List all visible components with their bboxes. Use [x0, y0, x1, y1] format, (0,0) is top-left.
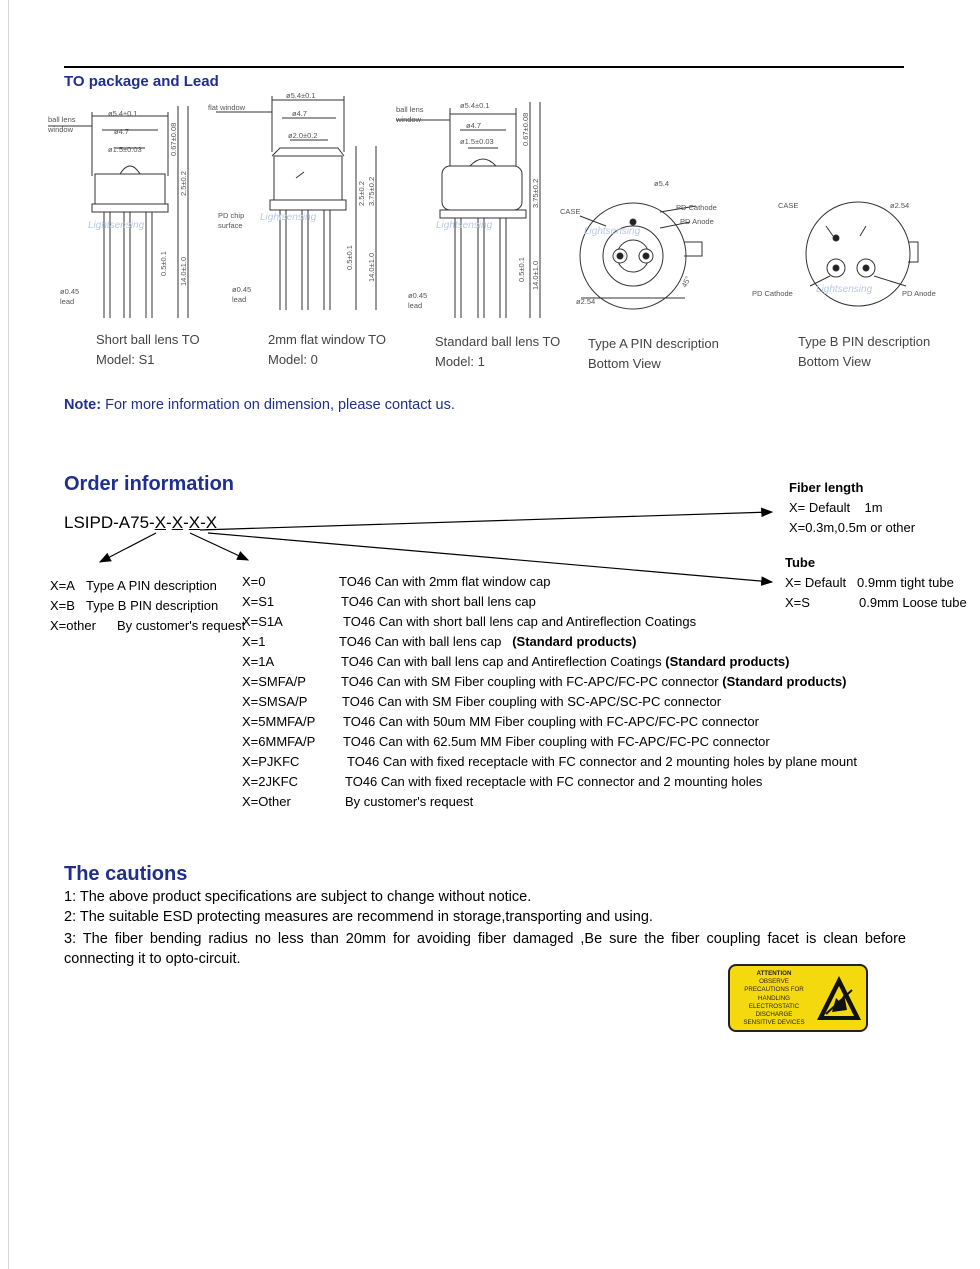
drawing-label: ø4.7: [114, 127, 130, 136]
package-option-desc: TO46 Can with 62.5um MM Fiber coupling with FC-APC/FC-PC connector: [343, 734, 770, 749]
drawing-label: ø0.45: [408, 291, 428, 300]
part-field-2: X: [171, 513, 184, 532]
pin-option-code: X=other: [50, 618, 96, 633]
watermark: Lightsensing: [584, 226, 641, 237]
pin-option-desc: By customer's request: [117, 618, 246, 633]
esd-text: ATTENTION OBSERVE PRECAUTIONS FOR HANDLING ELECTROSTATIC DISCHARGE SENSITIVE DEVICES: [743, 970, 805, 1027]
drawing-label: flat window: [208, 103, 246, 112]
drawing-label: 2.5±0.2: [357, 181, 366, 206]
drawing-label: 0.5±0.1: [345, 245, 354, 270]
drawing-label: ø4.7: [292, 109, 308, 118]
drawing-label: 0.67±0.08: [169, 122, 178, 156]
tube-option-code: X=S: [785, 595, 810, 610]
package-option-code: X=S1A: [242, 614, 283, 629]
package-option-desc: By customer's request: [345, 794, 474, 809]
caution-item-1: 1: The above product specifications are subject to change without notice.: [64, 889, 532, 905]
pin-option-code: X=A: [50, 578, 75, 593]
drawing-label: 14.0±1.0: [179, 256, 188, 286]
drawing-label: CASE: [560, 207, 581, 216]
drawing-label: 3.75±0.2: [367, 176, 376, 206]
pin-option-desc: Type A PIN description: [86, 578, 217, 593]
package-option-desc: TO46 Can with short ball lens cap: [341, 594, 536, 609]
watermark: Lightsensing: [816, 284, 873, 295]
package-caption-2: 2mm flat window TO Model: 0: [268, 332, 387, 367]
pin-option-code: X=B: [50, 598, 75, 613]
order-heading: Order information: [64, 473, 235, 495]
package-option-code: X=2JKFC: [242, 774, 298, 789]
drawing-label: CASE: [778, 201, 799, 210]
arrow-package: [190, 533, 248, 560]
drawing-label: ball lens: [48, 115, 76, 124]
drawing-label: surface: [218, 221, 243, 230]
esd-hand-icon: [814, 972, 864, 1026]
drawing-label: lead: [232, 295, 247, 304]
caution-item-3: 3: The fiber bending radius no less than 20mm for avoiding fiber damaged ,Be sure the fiber coupling facet is clean before connecting it to opto-circuit.: [64, 931, 906, 967]
fiber-length-row: X=0.3m,0.5m or other: [789, 520, 916, 535]
drawing-label: window: [396, 115, 422, 124]
package-caption-3: Standard ball lens TO Model: 1: [435, 334, 561, 369]
package-heading: TO package and Lead: [64, 73, 219, 90]
package-option-code: X=Other: [242, 794, 291, 809]
package-option-code: X=0: [242, 574, 266, 589]
package-option-desc: TO46 Can with fixed receptacle with FC connector and 2 mounting holes by plane mount: [347, 754, 857, 769]
part-field-1: X: [154, 513, 167, 532]
drawing-label: PD Anode: [902, 289, 936, 298]
drawing-label: ø5.4±0.1: [108, 109, 138, 118]
package-option-desc: TO46 Can with SM Fiber coupling with FC-APC/FC-PC connector (Standard products): [341, 674, 847, 689]
arrow-fiber-length: [200, 512, 772, 530]
drawing-label: lead: [408, 301, 423, 310]
drawing-label: PD Cathode: [752, 289, 793, 298]
fiber-length-title: Fiber length: [789, 480, 864, 495]
package-option-code: X=PJKFC: [242, 754, 300, 769]
part-prefix: LSIPD-A75-: [64, 513, 155, 532]
drawing-label: 0.5±0.1: [159, 251, 168, 276]
package-option-desc: TO46 Can with SM Fiber coupling with SC-APC/SC-PC connector: [342, 694, 722, 709]
part-field-3: X: [188, 513, 201, 532]
drawing-label: ø2.0±0.2: [288, 131, 318, 140]
tube-option-desc: 0.9mm tight tube: [857, 575, 954, 590]
drawing-label: ø4.7: [466, 121, 482, 130]
drawing-label: ø5.4: [654, 179, 670, 188]
tube-option-code: X= Default: [785, 575, 847, 590]
package-option-code: X=1: [242, 634, 266, 649]
part-field-4: X: [205, 513, 218, 532]
note-text: For more information on dimension, please contact us.: [101, 397, 455, 413]
note-label: Note:: [64, 397, 102, 413]
drawing-label: lead: [60, 297, 75, 306]
drawing-label: ø1.5±0.03: [108, 145, 142, 154]
drawing-label: 0.5±0.1: [517, 257, 526, 282]
package-option-desc: TO46 Can with ball lens cap (Standard products): [339, 634, 637, 649]
drawing-label: PD Cathode: [676, 203, 717, 212]
drawing-label: ball lens: [396, 105, 424, 114]
package-option-code: X=SMSA/P: [242, 694, 308, 709]
package-option-desc: TO46 Can with 50um MM Fiber coupling with FC-APC/FC-PC connector: [343, 714, 759, 729]
package-option-code: X=SMFA/P: [242, 674, 306, 689]
pin-caption-b: Type B PIN description Bottom View: [798, 334, 931, 369]
package-option-desc: TO46 Can with fixed receptacle with FC connector and 2 mounting holes: [345, 774, 763, 789]
package-option-desc: TO46 Can with 2mm flat window cap: [339, 574, 551, 589]
drawing-label: 3.75±0.2: [531, 178, 540, 208]
watermark: Lightsensing: [436, 220, 493, 231]
package-caption-1: Short ball lens TO Model: S1: [96, 332, 200, 367]
part-number: LSIPD-A75-X-X-X-X: [64, 513, 218, 532]
package-option-code: X=5MMFA/P: [242, 714, 316, 729]
drawing-label: 14.0±1.0: [367, 252, 376, 282]
esd-warning-label: [728, 964, 868, 1032]
drawing-label: ø0.45: [232, 285, 252, 294]
watermark: Lightsensing: [260, 212, 317, 223]
pin-caption-a: Type A PIN description Bottom View: [588, 336, 719, 371]
tube-title: Tube: [785, 555, 816, 570]
drawing-label: window: [48, 125, 74, 134]
drawing-label: 0.67±0.08: [521, 112, 530, 146]
pin-option-desc: Type B PIN description: [86, 598, 219, 613]
drawing-label: ø5.4±0.1: [460, 101, 490, 110]
package-option-desc: TO46 Can with short ball lens cap and Antireflection Coatings: [343, 614, 697, 629]
package-option-code: X=6MMFA/P: [242, 734, 316, 749]
watermark: Lightsensing: [88, 220, 145, 231]
arrow-pin-type: [100, 533, 156, 562]
package-option-desc: TO46 Can with ball lens cap and Antireflection Coatings (Standard products): [341, 654, 790, 669]
drawing-label: ø5.4±0.1: [286, 91, 316, 100]
drawing-label: 14.0±1.0: [531, 260, 540, 290]
drawing-label: ø2.54: [890, 201, 910, 210]
drawing-label: ø1.5±0.03: [460, 137, 494, 146]
drawing-label: ø2.54: [576, 297, 596, 306]
tube-option-desc: 0.9mm Loose tube: [859, 595, 967, 610]
drawing-label: PD chip: [218, 211, 245, 220]
drawing-label: PD Anode: [680, 217, 714, 226]
drawing-label: 45°: [679, 274, 693, 289]
caution-item-2: 2: The suitable ESD protecting measures are recommend in storage,transporting and using.: [64, 909, 653, 925]
cautions-heading: The cautions: [64, 863, 188, 885]
package-option-code: X=1A: [242, 654, 275, 669]
fiber-length-row: X= Default 1m: [789, 500, 883, 515]
drawing-label: ø0.45: [60, 287, 80, 296]
package-option-code: X=S1: [242, 594, 275, 609]
drawing-label: 2.5±0.2: [179, 171, 188, 196]
